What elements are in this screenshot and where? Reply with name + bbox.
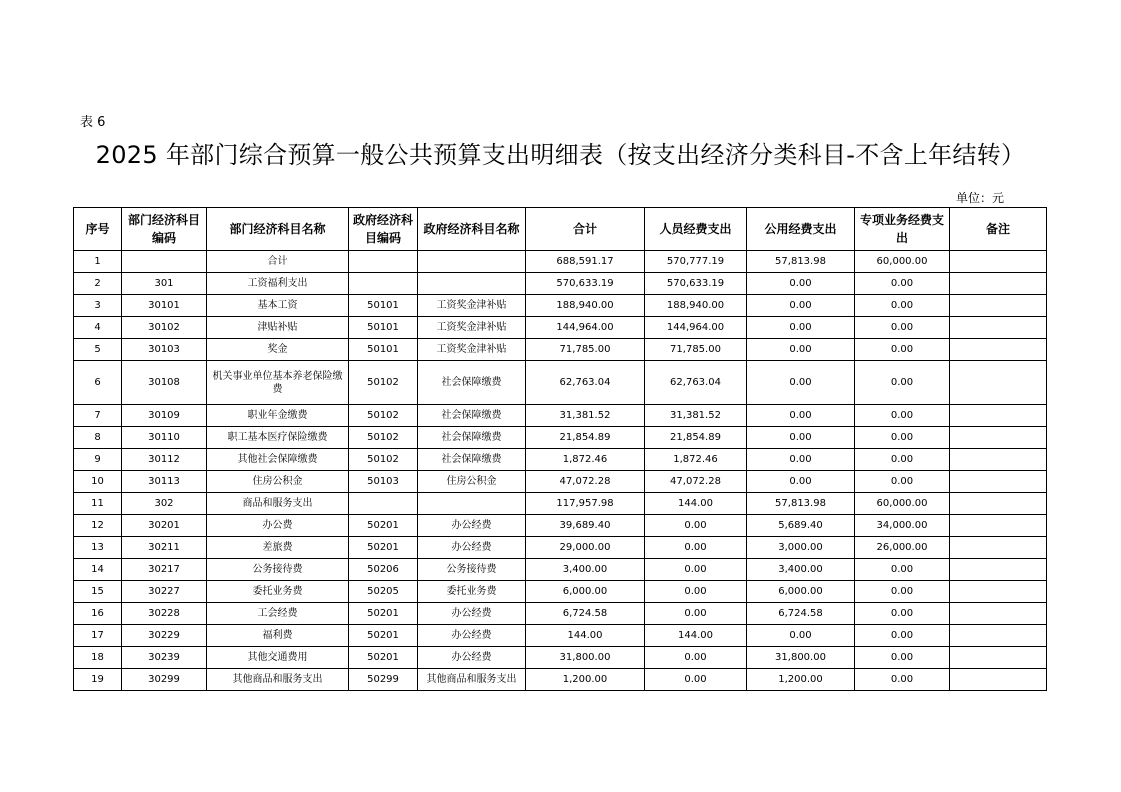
cell-gov-name: 社会保障缴费	[418, 427, 526, 449]
table-row	[74, 427, 1047, 449]
table-row	[74, 251, 1047, 273]
cell-gov-name	[418, 251, 526, 273]
cell-remarks	[950, 581, 1047, 603]
cell-index: 12	[74, 515, 122, 537]
cell-dept-code: 30299	[122, 669, 207, 691]
cell-dept-name: 商品和服务支出	[207, 493, 349, 515]
cell-dept-code: 30217	[122, 559, 207, 581]
cell-personnel: 0.00	[645, 669, 747, 691]
page-title: 2025 年部门综合预算一般公共预算支出明细表（按支出经济分类科目-不含上年结转）	[95, 141, 1026, 169]
cell-dept-code: 30109	[122, 405, 207, 427]
cell-gov-code: 50201	[349, 603, 418, 625]
cell-public: 3,400.00	[747, 559, 855, 581]
cell-index: 18	[74, 647, 122, 669]
table-row	[74, 603, 1047, 625]
cell-gov-name: 办公经费	[418, 515, 526, 537]
cell-public: 0.00	[747, 339, 855, 361]
cell-dept-code: 30102	[122, 317, 207, 339]
cell-index: 8	[74, 427, 122, 449]
cell-total: 570,633.19	[526, 273, 645, 295]
cell-remarks	[950, 405, 1047, 427]
cell-gov-name: 工资奖金津补贴	[418, 317, 526, 339]
cell-special: 0.00	[855, 317, 950, 339]
cell-gov-code: 50102	[349, 361, 418, 405]
cell-dept-code: 30227	[122, 581, 207, 603]
cell-gov-name: 其他商品和服务支出	[418, 669, 526, 691]
cell-dept-name: 公务接待费	[207, 559, 349, 581]
cell-personnel: 21,854.89	[645, 427, 747, 449]
cell-index: 7	[74, 405, 122, 427]
cell-total: 39,689.40	[526, 515, 645, 537]
cell-dept-code: 30211	[122, 537, 207, 559]
cell-index: 6	[74, 361, 122, 405]
cell-personnel: 570,777.19	[645, 251, 747, 273]
cell-gov-name: 工资奖金津补贴	[418, 339, 526, 361]
cell-special: 0.00	[855, 581, 950, 603]
cell-gov-name: 办公经费	[418, 603, 526, 625]
cell-dept-name: 住房公积金	[207, 471, 349, 493]
cell-gov-code: 50101	[349, 295, 418, 317]
table-row	[74, 405, 1047, 427]
table-row	[74, 647, 1047, 669]
cell-personnel: 570,633.19	[645, 273, 747, 295]
cell-dept-code: 301	[122, 273, 207, 295]
cell-remarks	[950, 647, 1047, 669]
unit-label: 单位：元	[956, 191, 1005, 205]
cell-gov-name: 工资奖金津补贴	[418, 295, 526, 317]
cell-gov-code	[349, 251, 418, 273]
cell-index: 13	[74, 537, 122, 559]
cell-special: 0.00	[855, 647, 950, 669]
cell-personnel: 0.00	[645, 647, 747, 669]
cell-public: 0.00	[747, 427, 855, 449]
cell-index: 11	[74, 493, 122, 515]
cell-personnel: 188,940.00	[645, 295, 747, 317]
cell-special: 0.00	[855, 273, 950, 295]
cell-dept-name: 基本工资	[207, 295, 349, 317]
cell-dept-code: 302	[122, 493, 207, 515]
cell-gov-code: 50102	[349, 405, 418, 427]
cell-total: 117,957.98	[526, 493, 645, 515]
cell-dept-name: 福利费	[207, 625, 349, 647]
cell-dept-name: 委托业务费	[207, 581, 349, 603]
cell-remarks	[950, 427, 1047, 449]
cell-gov-code: 50201	[349, 537, 418, 559]
table-row	[74, 559, 1047, 581]
cell-dept-name: 津贴补贴	[207, 317, 349, 339]
cell-gov-name: 社会保障缴费	[418, 449, 526, 471]
cell-gov-code: 50102	[349, 449, 418, 471]
budget-table	[73, 207, 1047, 691]
cell-public: 6,000.00	[747, 581, 855, 603]
cell-public: 0.00	[747, 361, 855, 405]
cell-dept-code: 30113	[122, 471, 207, 493]
cell-dept-code: 30110	[122, 427, 207, 449]
cell-public: 57,813.98	[747, 251, 855, 273]
cell-public: 3,000.00	[747, 537, 855, 559]
cell-gov-name: 办公经费	[418, 537, 526, 559]
cell-gov-code: 50101	[349, 339, 418, 361]
cell-dept-code: 30228	[122, 603, 207, 625]
cell-remarks	[950, 449, 1047, 471]
cell-total: 1,200.00	[526, 669, 645, 691]
cell-index: 1	[74, 251, 122, 273]
cell-index: 16	[74, 603, 122, 625]
table-row	[74, 339, 1047, 361]
cell-gov-code: 50206	[349, 559, 418, 581]
cell-dept-name: 其他交通费用	[207, 647, 349, 669]
cell-remarks	[950, 471, 1047, 493]
cell-total: 6,724.58	[526, 603, 645, 625]
cell-personnel: 144.00	[645, 493, 747, 515]
cell-public: 0.00	[747, 295, 855, 317]
cell-special: 60,000.00	[855, 493, 950, 515]
cell-index: 19	[74, 669, 122, 691]
cell-dept-code: 30108	[122, 361, 207, 405]
cell-total: 47,072.28	[526, 471, 645, 493]
cell-dept-code: 30201	[122, 515, 207, 537]
cell-special: 0.00	[855, 361, 950, 405]
cell-total: 62,763.04	[526, 361, 645, 405]
cell-remarks	[950, 603, 1047, 625]
header-remarks: 备注	[950, 208, 1047, 251]
cell-dept-name: 职业年金缴费	[207, 405, 349, 427]
cell-total: 31,381.52	[526, 405, 645, 427]
table-row	[74, 625, 1047, 647]
cell-remarks	[950, 273, 1047, 295]
cell-public: 5,689.40	[747, 515, 855, 537]
cell-gov-name: 住房公积金	[418, 471, 526, 493]
cell-index: 17	[74, 625, 122, 647]
header-total: 合计	[526, 208, 645, 251]
cell-total: 144.00	[526, 625, 645, 647]
cell-public: 1,200.00	[747, 669, 855, 691]
cell-total: 71,785.00	[526, 339, 645, 361]
cell-total: 29,000.00	[526, 537, 645, 559]
cell-special: 0.00	[855, 603, 950, 625]
cell-special: 0.00	[855, 405, 950, 427]
cell-remarks	[950, 559, 1047, 581]
cell-remarks	[950, 317, 1047, 339]
cell-index: 2	[74, 273, 122, 295]
cell-personnel: 144,964.00	[645, 317, 747, 339]
cell-special: 60,000.00	[855, 251, 950, 273]
cell-total: 688,591.17	[526, 251, 645, 273]
cell-remarks	[950, 625, 1047, 647]
cell-special: 0.00	[855, 559, 950, 581]
cell-gov-code	[349, 273, 418, 295]
cell-special: 0.00	[855, 339, 950, 361]
cell-total: 21,854.89	[526, 427, 645, 449]
cell-dept-name: 差旅费	[207, 537, 349, 559]
header-index: 序号	[74, 208, 122, 251]
cell-personnel: 0.00	[645, 581, 747, 603]
table-row	[74, 493, 1047, 515]
cell-public: 0.00	[747, 405, 855, 427]
cell-dept-name: 工会经费	[207, 603, 349, 625]
cell-public: 0.00	[747, 625, 855, 647]
cell-gov-name	[418, 273, 526, 295]
cell-public: 0.00	[747, 273, 855, 295]
cell-gov-code: 50201	[349, 515, 418, 537]
cell-personnel: 0.00	[645, 559, 747, 581]
cell-public: 57,813.98	[747, 493, 855, 515]
table-row	[74, 581, 1047, 603]
table-row	[74, 471, 1047, 493]
cell-index: 4	[74, 317, 122, 339]
cell-special: 0.00	[855, 471, 950, 493]
cell-remarks	[950, 669, 1047, 691]
cell-gov-name: 社会保障缴费	[418, 361, 526, 405]
cell-index: 10	[74, 471, 122, 493]
header-gov-code: 政府经济科目编码	[349, 208, 418, 251]
cell-gov-code	[349, 493, 418, 515]
cell-public: 0.00	[747, 317, 855, 339]
cell-dept-name: 职工基本医疗保险缴费	[207, 427, 349, 449]
cell-remarks	[950, 493, 1047, 515]
cell-special: 0.00	[855, 625, 950, 647]
cell-gov-name	[418, 493, 526, 515]
cell-personnel: 0.00	[645, 603, 747, 625]
header-dept-name: 部门经济科目名称	[207, 208, 349, 251]
cell-gov-name: 社会保障缴费	[418, 405, 526, 427]
cell-dept-name: 机关事业单位基本养老保险缴费	[207, 361, 349, 405]
cell-gov-code: 50102	[349, 427, 418, 449]
cell-dept-name: 奖金	[207, 339, 349, 361]
table-row	[74, 273, 1047, 295]
cell-index: 15	[74, 581, 122, 603]
cell-public: 0.00	[747, 471, 855, 493]
cell-special: 0.00	[855, 295, 950, 317]
cell-personnel: 31,381.52	[645, 405, 747, 427]
table-row	[74, 537, 1047, 559]
cell-dept-code: 30101	[122, 295, 207, 317]
cell-total: 188,940.00	[526, 295, 645, 317]
cell-special: 34,000.00	[855, 515, 950, 537]
cell-remarks	[950, 537, 1047, 559]
table-row	[74, 361, 1047, 405]
header-public: 公用经费支出	[747, 208, 855, 251]
cell-dept-code	[122, 251, 207, 273]
cell-personnel: 62,763.04	[645, 361, 747, 405]
cell-index: 9	[74, 449, 122, 471]
cell-gov-name: 委托业务费	[418, 581, 526, 603]
cell-gov-name: 办公经费	[418, 625, 526, 647]
cell-personnel: 47,072.28	[645, 471, 747, 493]
header-personnel: 人员经费支出	[645, 208, 747, 251]
cell-personnel: 0.00	[645, 537, 747, 559]
cell-index: 5	[74, 339, 122, 361]
cell-gov-code: 50201	[349, 625, 418, 647]
cell-personnel: 0.00	[645, 515, 747, 537]
cell-remarks	[950, 515, 1047, 537]
header-gov-name: 政府经济科目名称	[418, 208, 526, 251]
cell-dept-name: 其他社会保障缴费	[207, 449, 349, 471]
table-row	[74, 317, 1047, 339]
header-special: 专项业务经费支出	[855, 208, 950, 251]
cell-gov-code: 50299	[349, 669, 418, 691]
cell-dept-code: 30229	[122, 625, 207, 647]
table-header-row	[74, 208, 1047, 251]
cell-dept-code: 30112	[122, 449, 207, 471]
cell-public: 31,800.00	[747, 647, 855, 669]
header-dept-code: 部门经济科目编码	[122, 208, 207, 251]
cell-dept-code: 30103	[122, 339, 207, 361]
table-number-label: 表 6	[80, 115, 106, 130]
cell-dept-name: 工资福利支出	[207, 273, 349, 295]
cell-gov-code: 50101	[349, 317, 418, 339]
cell-special: 26,000.00	[855, 537, 950, 559]
cell-gov-code: 50201	[349, 647, 418, 669]
cell-gov-name: 公务接待费	[418, 559, 526, 581]
cell-remarks	[950, 295, 1047, 317]
cell-gov-name: 办公经费	[418, 647, 526, 669]
cell-dept-name: 办公费	[207, 515, 349, 537]
cell-index: 14	[74, 559, 122, 581]
table-row	[74, 449, 1047, 471]
table-row	[74, 295, 1047, 317]
table-row	[74, 515, 1047, 537]
cell-dept-code: 30239	[122, 647, 207, 669]
table-row	[74, 669, 1047, 691]
cell-index: 3	[74, 295, 122, 317]
cell-total: 6,000.00	[526, 581, 645, 603]
cell-special: 0.00	[855, 449, 950, 471]
cell-dept-name: 合计	[207, 251, 349, 273]
cell-total: 31,800.00	[526, 647, 645, 669]
cell-personnel: 144.00	[645, 625, 747, 647]
cell-gov-code: 50205	[349, 581, 418, 603]
cell-dept-name: 其他商品和服务支出	[207, 669, 349, 691]
cell-remarks	[950, 251, 1047, 273]
cell-special: 0.00	[855, 669, 950, 691]
cell-special: 0.00	[855, 427, 950, 449]
cell-personnel: 71,785.00	[645, 339, 747, 361]
cell-total: 144,964.00	[526, 317, 645, 339]
cell-gov-code: 50103	[349, 471, 418, 493]
cell-public: 0.00	[747, 449, 855, 471]
cell-remarks	[950, 361, 1047, 405]
cell-total: 3,400.00	[526, 559, 645, 581]
cell-remarks	[950, 339, 1047, 361]
cell-public: 6,724.58	[747, 603, 855, 625]
cell-total: 1,872.46	[526, 449, 645, 471]
cell-personnel: 1,872.46	[645, 449, 747, 471]
